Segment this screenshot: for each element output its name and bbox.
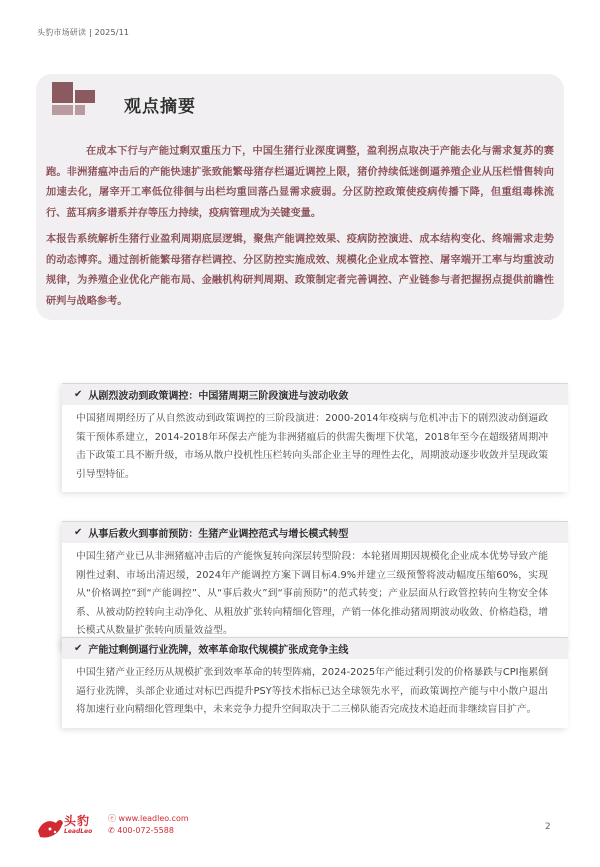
insight-card	[62, 521, 568, 649]
card-title: 从事后救火到事前预防：生猪产业调控范式与增长模式转型	[88, 529, 349, 540]
check-icon: ✔	[74, 643, 83, 654]
check-icon: ✔	[74, 527, 83, 538]
header-meta: 头豹市场研读 | 2025/11	[37, 28, 130, 37]
phone-icon: ✆	[108, 826, 118, 835]
globe-icon: ⓔ	[108, 814, 119, 823]
footer-brand: 头豹	[64, 814, 91, 828]
footer-phone: ✆ 400-072-5588	[108, 826, 174, 835]
card-header	[62, 637, 568, 659]
summary-box	[36, 74, 564, 320]
card-body: 中国生猪产业正经历从规模扩张到效率革命的转型阵痛，2024-2025年产能过剩引发的价格暴跌与CPI拖累倒逼行业洗牌，头部企业通过对标巴西提升PSY等技术指标已达全球领先水平，而政策调控产能与中小散户退出将加速行业向精细化管理集中，未来竞争力提升空间取决于二三梯队能否完成技术追赶而非继续盲目扩产。	[76, 667, 548, 715]
card-header	[62, 521, 568, 543]
card-header	[62, 383, 568, 405]
footer-brand-sub: LeadLeo	[64, 828, 93, 835]
insight-card	[62, 637, 568, 728]
summary-paragraph: 本报告系统解析生猪行业盈利周期底层逻辑，聚焦产能调控效果、疫病防控演进、成本结构变化、终端需求走势的动态博弈。通过剖析能繁母猪存栏调控、分区防控实施成效、规模化企业成本管控、屠宰端开工率与均重波动规律，为养殖企业优化产能布局、金融机构研判周期、政策制定者完善调控、产业链参与者把握拐点提供前瞻性研判与战略参考。	[46, 234, 554, 307]
card-body: 中国猪周期经历了从自然波动到政策调控的三阶段演进：2000-2014年疫病与危机冲击下的剧烈波动倒逼政策干预体系建立，2014-2018年环保去产能为非洲猪瘟后的供需失衡埋下伏笔，2018年至今在超级猪周期冲击下政策工具不断升级，市场从散户投机性压栏转向头部企业主导的理性去化，周期波动逐步收敛并呈现政策引导型特征。	[76, 413, 548, 480]
summary-paragraph: 在成本下行与产能过剩双重压力下，中国生猪行业深度调整，盈利拐点取决于产能去化与需求复苏的赛跑。非洲猪瘟冲击后的产能快速扩张致能繁母猪存栏逼近调控上限，猪价持续低迷倒逼养殖企业从压栏惜售转向加速去化，屠宰开工率低位徘徊与出栏均重回落凸显需求疲弱。分区防控政策使疫病传播下降，但重组毒株流行、蓝耳病多谱系并存等压力持续，疫病管理成为关键变量。	[46, 146, 554, 219]
card-title: 从剧烈波动到政策调控：中国猪周期三阶段演进与波动收敛	[88, 391, 349, 402]
summary-text	[46, 142, 554, 318]
card-body: 中国生猪产业已从非洲猪瘟冲击后的产能恢复转向深层转型阶段：本轮猪周期因规模化企业成本优势导致产能刚性过剩、市场出清迟缓，2024年产能调控方案下调目标4.9%并建立三级预警将波动幅度压缩60%，实现从“价格调控”到“产能调控”、从“事后救火”到“事前预防”的范式转变；产业层面从行政管控转向生物安全体系、从被动防控转向主动净化、从粗放扩张转向精细化管理，产销一体化推动猪周期波动收敛、价格趋稳，增长模式从数量扩张转向质量效益型。	[76, 551, 548, 636]
page-number: 2	[545, 822, 551, 832]
card-title: 产能过剩倒逼行业洗牌，效率革命取代规模扩张成竞争主线	[88, 645, 349, 656]
check-icon: ✔	[74, 389, 83, 400]
footer-website[interactable]: ⓔ www.leadleo.com	[108, 814, 189, 823]
insight-card	[62, 383, 568, 492]
section-squares-icon	[52, 82, 96, 126]
summary-title: 观点摘要	[124, 97, 196, 117]
